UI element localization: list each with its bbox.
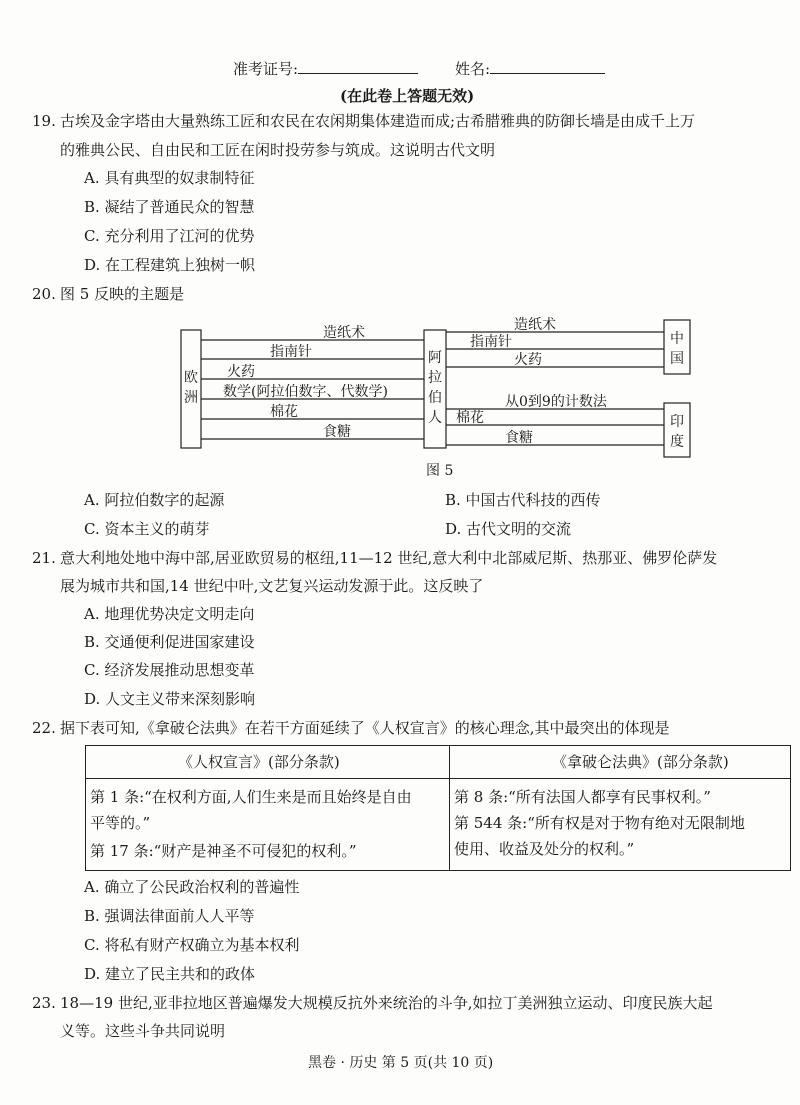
q22-option-b: B. 强调法律面前人人平等 [84,907,255,925]
left-item-paper: 造纸术 [323,325,365,341]
q22-table [85,745,791,871]
q19-stem-1: 古埃及金字塔由大量熟练工匠和农民在农闲期集体建造而成;古希腊雅典的防御长墙是由成千上万 [60,112,696,130]
q20-option-a: A. 阿拉伯数字的起源 [84,491,225,509]
europe-label-2: 洲 [184,390,198,406]
europe-box [181,330,201,448]
q21-number: 21. [32,549,56,567]
name-label: 姓名: [455,60,491,78]
svg-text:阿: 阿 [428,350,442,366]
china-item-compass: 指南针 [470,334,512,350]
left-item-sugar: 食糖 [323,424,351,440]
svg-text:国: 国 [670,351,684,367]
q20-number: 20. [32,285,56,303]
india-item-cotton: 棉花 [456,410,484,426]
q19-option-b: B. 凝结了普通民众的智慧 [84,198,255,216]
page-footer: 黑卷 · 历史 第 5 页(共 10 页) [308,1055,494,1071]
q19-option-d: D. 在工程建筑上独树一帜 [84,256,256,274]
q21-stem-1: 意大利地处地中海中部,居亚欧贸易的枢纽,11—12 世纪,意大利中北部威尼斯、热那亚、佛罗伦萨发 [60,549,718,567]
left-item-math: 数学(阿拉伯数字、代数学) [223,384,388,400]
q20-line1 [32,283,184,305]
svg-text:伯: 伯 [428,390,442,406]
table-header-col1: 《人权宣言》(部分条款) [178,753,340,771]
q19-line1 [32,110,695,132]
q23-number: 23. [32,994,56,1012]
q23-line1 [32,992,712,1014]
india-item-numerals: 从0到9的计数法 [505,394,607,410]
q20-option-b: B. 中国古代科技的西传 [445,491,601,509]
exam-id-blank [298,59,418,74]
q23-stem-2: 义等。这些斗争共同说明 [60,1022,226,1040]
q22-number: 22. [32,719,56,737]
svg-text:人: 人 [428,410,442,426]
table-col1-line2: 平等的。” [90,814,151,832]
q20-stem: 图 5 反映的主题是 [60,285,185,303]
table-header-col2: 《拿破仑法典》(部分条款) [552,753,729,771]
left-item-gunpowder: 火药 [227,364,255,380]
q21-option-b: B. 交通便利促进国家建设 [84,633,255,651]
left-item-cotton: 棉花 [270,404,298,420]
svg-text:拉: 拉 [428,370,442,386]
exam-notice: (在此卷上答题无效) [340,87,475,105]
q22-option-a: A. 确立了公民政治权利的普遍性 [84,878,300,896]
exam-id-label: 准考证号: [233,60,299,78]
table-col2-line3: 使用、收益及处分的权利。” [454,840,635,858]
table-col2-line1: 第 8 条:“所有法国人都享有民事权利。” [454,788,711,806]
svg-text:印: 印 [670,414,684,430]
q22-option-d: D. 建立了民主共和的政体 [84,965,256,983]
q23-stem-1: 18—19 世纪,亚非拉地区普遍爆发大规模反抗外来统治的斗争,如拉丁美洲独立运动、印度民族大起 [60,994,713,1012]
left-item-compass: 指南针 [270,344,312,360]
europe-label-1: 欧 [184,370,198,386]
table-col1-line3: 第 17 条:“财产是神圣不可侵犯的权利。” [90,842,357,860]
q22-line1 [32,717,670,739]
q21-option-c: C. 经济发展推动思想变革 [84,661,255,679]
table-col1-line1: 第 1 条:“在权利方面,人们生来是而且始终是自由 [90,788,412,806]
q21-option-a: A. 地理优势决定文明走向 [84,605,255,623]
name-blank [490,59,605,74]
table-divider-horizontal [86,778,790,779]
q21-option-d: D. 人文主义带来深刻影响 [84,690,256,708]
q21-line1 [32,547,717,569]
svg-text:中: 中 [670,331,684,347]
china-item-gunpowder: 火药 [514,352,542,368]
arabs-box [424,330,446,448]
exam-id-field [233,58,418,79]
q19-option-a: A. 具有典型的奴隶制特征 [84,169,255,187]
name-field [455,58,605,79]
q20-option-d: D. 古代文明的交流 [445,520,572,538]
q22-option-c: C. 将私有财产权确立为基本权利 [84,936,300,954]
table-divider-vertical [449,746,450,870]
india-item-sugar: 食糖 [505,430,533,446]
q22-stem: 据下表可知,《拿破仑法典》在若干方面延续了《人权宣言》的核心理念,其中最突出的体现是 [60,719,670,737]
figure-5-caption: 图 5 [426,463,454,479]
q21-stem-2: 展为城市共和国,14 世纪中叶,文艺复兴运动发源于此。这反映了 [60,577,484,595]
svg-text:度: 度 [670,434,684,450]
q20-option-c: C. 资本主义的萌芽 [84,520,210,538]
q19-stem-2: 的雅典公民、自由民和工匠在闲时投劳参与筑成。这说明古代文明 [60,141,496,159]
q19-option-c: C. 充分利用了江河的优势 [84,227,255,245]
q19-number: 19. [32,112,56,130]
china-item-paper: 造纸术 [514,317,556,333]
table-col2-line2: 第 544 条:“所有权是对于物有绝对无限制地 [454,814,745,832]
